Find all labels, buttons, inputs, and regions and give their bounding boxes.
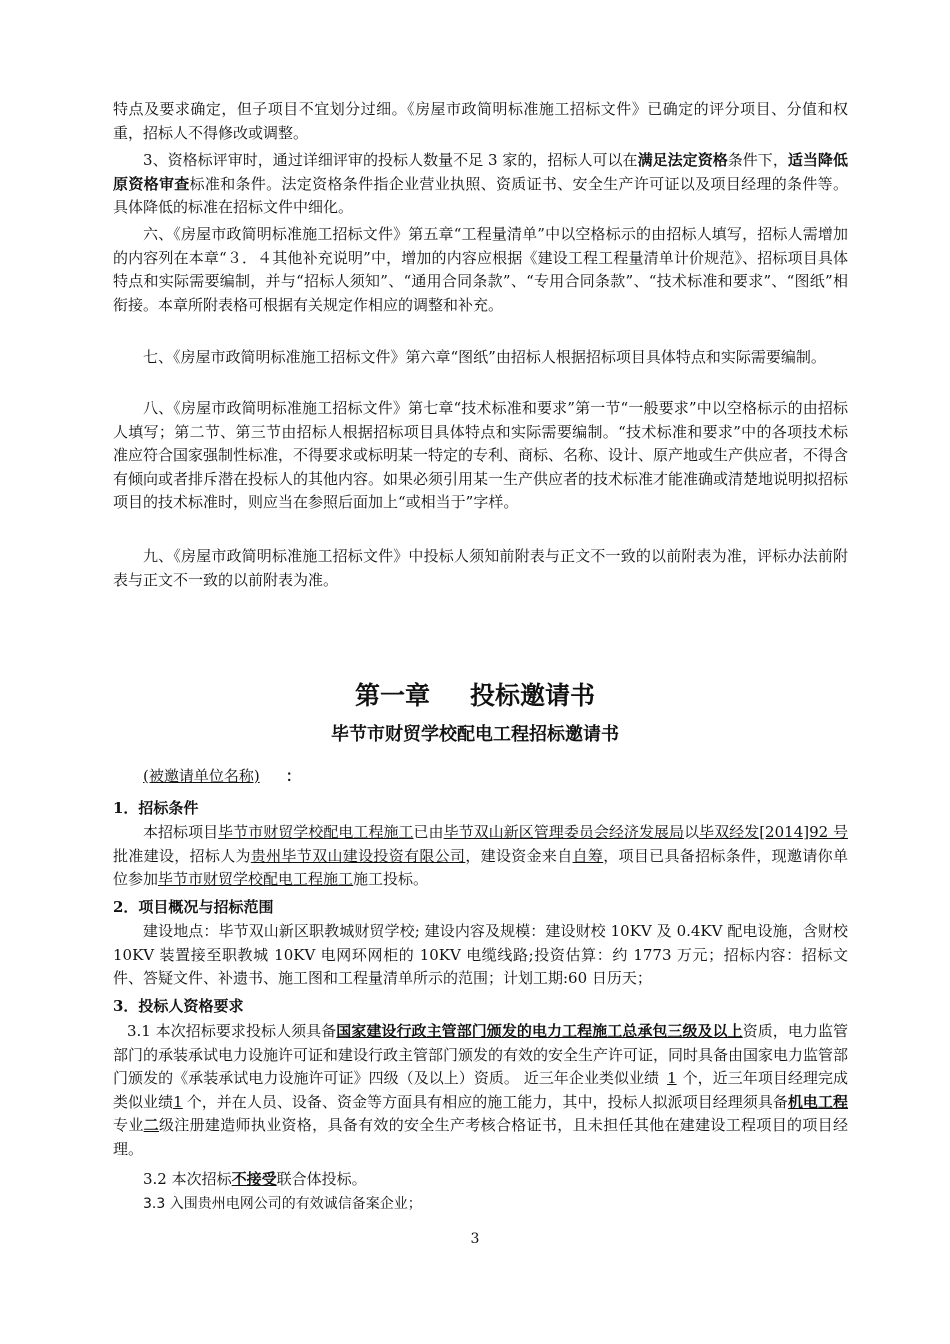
- paragraph-requirement-3-2: 3.2 本次招标不接受联合体投标。: [143, 1170, 367, 1188]
- section-heading-project-overview: 2．项目概况与招标范围: [113, 898, 274, 916]
- paragraph-scoring-note: 特点及要求确定，但子项目不宜划分过细。《房屋市政简明标准施工招标文件》已确定的评分项目、分值和权重，招标人不得修改或调整。: [113, 100, 848, 142]
- section-heading-tender-conditions: 1．招标条件: [113, 799, 199, 817]
- paragraph-qualification-lowering: 3、资格标评审时，通过详细评审的投标人数量不足 3 家的，招标人可以在满足法定资格条件下，适当降低原资格审查标准和条件。法定资格条件指企业营业执照、资质证书、安全生产许可证以及项目经理的条件等。具体降低的标准在招标文件中细化。: [113, 151, 848, 217]
- page-number: 3: [470, 1231, 480, 1247]
- section-heading-bidder-requirements: 3．投标人资格要求: [113, 997, 244, 1015]
- paragraph-item-eight: 八、《房屋市政简明标准施工招标文件》第七章“技术标准和要求”第一节“一般要求”中以空格标示的由招标人填写；第二节、第三节由招标人根据招标项目具体特点和实际需要编制。“技术标准和要求”中的各项技术标准应符合国家强制性标准，不得要求或标明某一特定的专利、商标、名称、设计、原产地或生产供应者，不得含有倾向或者排斥潜在投标人的其他内容。如果必须引用某一生产供应者的技术标准才能准确或清楚地说明拟招标项目的技术标准时，则应当在参照后面加上“或相当于”字样。: [113, 399, 849, 512]
- chapter-heading: 第一章 投标邀请书: [354, 681, 596, 710]
- paragraph-item-six: 六、《房屋市政简明标准施工招标文件》第五章“工程量清单”中以空格标示的由招标人填写，招标人需增加的内容列在本章“３．４其他补充说明”中，增加的内容应根据《建设工程工程量清单计价规范》、招标项目具体特点和实际需要编制，并与“招标人须知”、“通用合同条款”、“专用合同条款”、“技术标准和要求”、“图纸”相衔接。本章所附表格可根据有关规定作相应的调整和补充。: [113, 225, 848, 314]
- paragraph-requirement-3-1: 3.1 本次招标要求投标人须具备国家建设行政主管部门颁发的电力工程施工总承包三级及以上资质，电力监管部门的承装承试电力设施许可证和建设行政主管部门颁发的有效的安全生产许可证，同时具备由国家电力监管部门颁发的《承装承试电力设施许可证》四级（及以上）资质。 近三年企业类似业绩 1 个，近三年项目经理完成类似业绩1 个，并在人员、设备、资金等方面具有相应的施工能力，其中，投标人拟派项目经理须具备机电工程专业二级注册建造师执业资格，具备有效的安全生产考核合格证书，且未担任其他在建建设工程项目的项目经理。: [113, 1022, 849, 1158]
- paragraph-tender-conditions: 本招标项目毕节市财贸学校配电工程施工已由毕节双山新区管理委员会经济发展局以毕双经发[2014]92 号批准建设，招标人为贵州毕节双山建设投资有限公司，建设资金来自自筹，项目已具备招标条件，现邀请你单位参加毕节市财贸学校配电工程施工施工投标。: [113, 823, 848, 889]
- paragraph-item-nine: 九、《房屋市政简明标准施工招标文件》中投标人须知前附表与正文不一致的以前附表为准，评标办法前附表与正文不一致的以前附表为准。: [113, 547, 848, 589]
- paragraph-project-overview: 建设地点：毕节双山新区职教城财贸学校; 建设内容及规模：建设财校 10KV 及 0.4KV 配电设施，含财校 10KV 装置接至职教城 10KV 电网环网柜的 10KV 电缆线路;投资估算：约 1773 万元；招标内容：招标文件、答疑文件、补遗书、施工图和工程量清单所示的范围；计划工期:60 日历天；: [113, 922, 848, 988]
- invitee-line: (被邀请单位名称) ：: [143, 767, 301, 785]
- paragraph-item-seven: 七、《房屋市政简明标准施工招标文件》第六章“图纸”由招标人根据招标项目具体特点和实际需要编制。: [143, 348, 826, 366]
- paragraph-requirement-3-3: 3.3 入围贵州电网公司的有效诚信备案企业；: [143, 1196, 422, 1212]
- invitation-title: 毕节市财贸学校配电工程招标邀请书: [331, 724, 619, 745]
